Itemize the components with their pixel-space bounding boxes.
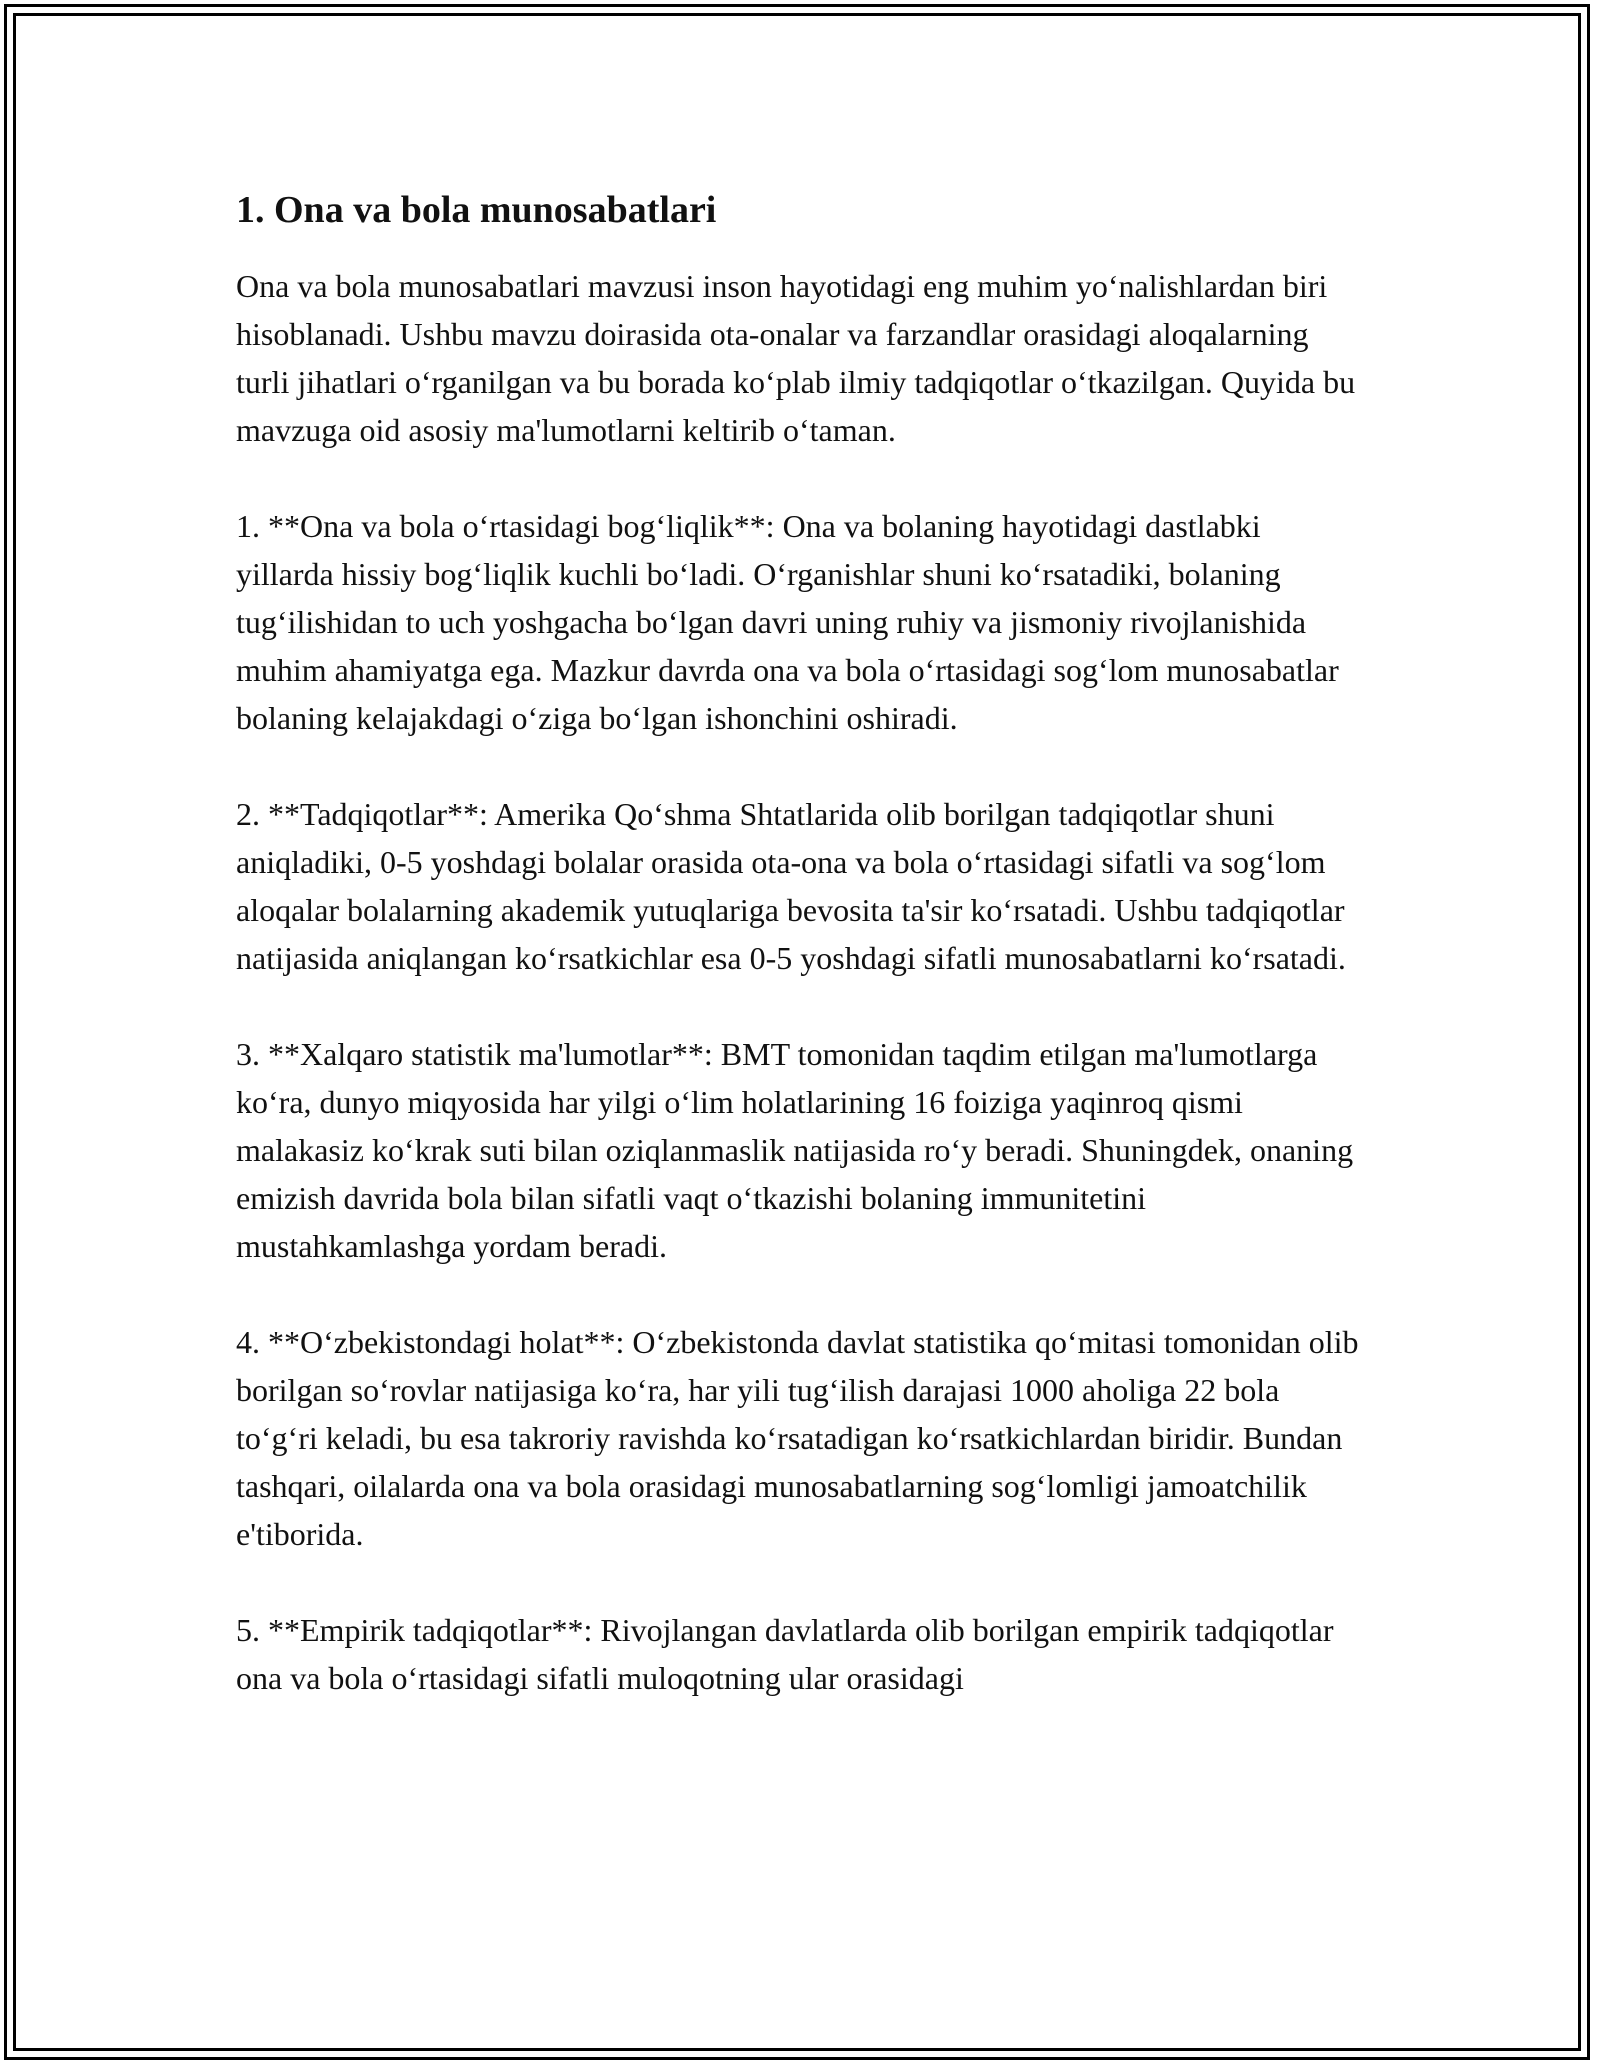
list-item-uzbekistan: 4. **O‘zbekistondagi holat**: O‘zbekistonda davlat statistika qo‘mitasi tomonidan olib borilgan so‘rovlar natijasiga ko‘ra, har yili tug‘ilish darajasi 1000 aholiga 22 bola to‘g‘ri keladi, bu esa takroriy ravishda ko‘rsatadigan ko‘rsatkichlardan biridir. Bundan tashqari, oilalarda ona va bola orasidagi munosabatlarning sog‘lomligi jamoatchilik e'tiborida. [236, 1324, 1359, 1552]
document-page [236, 186, 1366, 1702]
list-item-international-stats: 3. **Xalqaro statistik ma'lumotlar**: BMT tomonidan taqdim etilgan ma'lumotlarga ko‘ra, dunyo miqyosida har yilgi o‘lim holatlarining 16 foiziga yaqinroq qismi malakasiz ko‘krak suti bilan oziqlanmaslik natijasida ro‘y beradi. Shuningdek, onaning emizish davrida bola bilan sifatli vaqt o‘tkazishi bolaning immunitetini mustahkamlashga yordam beradi. [236, 1036, 1354, 1264]
list-item-empirical: 5. **Empirik tadqiqotlar**: Rivojlangan davlatlarda olib borilgan empirik tadqiqotlar ona va bola o‘rtasidagi sifatli muloqotning ular orasidagi [236, 1612, 1334, 1696]
list-item-research: 2. **Tadqiqotlar**: Amerika Qo‘shma Shtatlarida olib borilgan tadqiqotlar shuni aniqladiki, 0-5 yoshdagi bolalar orasida ota-ona va bola o‘rtasidagi sifatli va sog‘lom aloqalar bolalarning akademik yutuqlariga bevosita ta'sir ko‘rsatadi. Ushbu tadqiqotlar natijasida aniqlangan ko‘rsatkichlar esa 0-5 yoshdagi sifatli munosabatlarni ko‘rsatadi. [236, 796, 1346, 976]
section-heading: 1. Ona va bola munosabatlari [236, 189, 717, 231]
list-item-bond: 1. **Ona va bola o‘rtasidagi bog‘liqlik**: Ona va bolaning hayotidagi dastlabki yillarda hissiy bog‘liqlik kuchli bo‘ladi. O‘rganishlar shuni ko‘rsatadiki, bolaning tug‘ilishidan to uch yoshgacha bo‘lgan davri uning ruhiy va jismoniy rivojlanishida muhim ahamiyatga ega. Mazkur davrda ona va bola o‘rtasidagi sog‘lom munosabatlar bolaning kelajakdagi o‘ziga bo‘lgan ishonchini oshiradi. [236, 508, 1339, 736]
intro-paragraph: Ona va bola munosabatlari mavzusi inson hayotidagi eng muhim yo‘nalishlardan biri hisoblanadi. Ushbu mavzu doirasida ota-onalar va farzandlar orasidagi aloqalarning turli jihatlari o‘rganilgan va bu borada ko‘plab ilmiy tadqiqotlar o‘tkazilgan. Quyida bu mavzuga oid asosiy ma'lumotlarni keltirib o‘taman. [236, 268, 1356, 448]
